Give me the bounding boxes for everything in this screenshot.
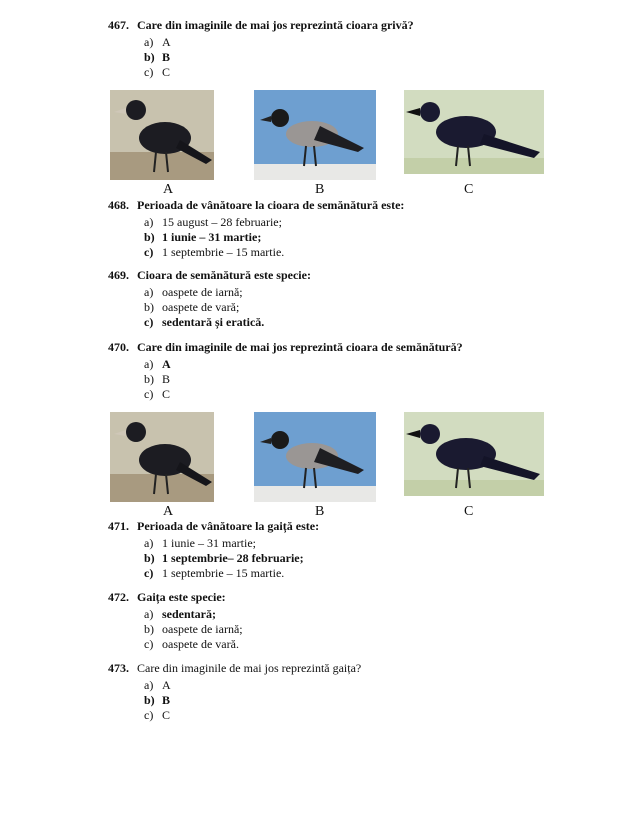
image-label-b: B bbox=[315, 182, 325, 197]
question-467 bbox=[108, 18, 608, 80]
question-470 bbox=[108, 340, 608, 402]
image-label-a: A bbox=[163, 182, 174, 197]
option-c: c) 1 septembrie – 15 martie. bbox=[144, 245, 285, 259]
question-title: 468. Perioada de vânătoare la cioara de semănătură este: bbox=[108, 198, 405, 212]
option-a: a) sedentară; bbox=[144, 607, 216, 621]
rook-photo bbox=[110, 90, 214, 180]
question-473 bbox=[108, 661, 608, 723]
question-472 bbox=[108, 590, 608, 652]
question-471 bbox=[108, 519, 608, 581]
option-c: c) C bbox=[144, 65, 171, 79]
options-list bbox=[144, 678, 608, 723]
option-a: a) 1 iunie – 31 martie; bbox=[144, 536, 256, 550]
question-title: 471. Perioada de vânătoare la gaiță este: bbox=[108, 519, 320, 533]
question-title: 469. Cioara de semănătură este specie: bbox=[108, 268, 311, 282]
option-c: c) C bbox=[144, 387, 171, 401]
image-label-c: C bbox=[464, 182, 474, 197]
question-title: 470. Care din imaginile de mai jos reprezintă cioara de semănătură? bbox=[108, 340, 463, 354]
option-b: b) oaspete de iarnă; bbox=[144, 622, 243, 636]
image-label-c: C bbox=[464, 504, 474, 519]
raven-photo bbox=[404, 90, 544, 174]
rook-photo bbox=[110, 412, 214, 502]
option-b: b) oaspete de vară; bbox=[144, 300, 240, 314]
option-b: b) 1 iunie – 31 martie; bbox=[144, 230, 262, 244]
option-b: b) B bbox=[144, 693, 171, 707]
option-a: a) 15 august – 28 februarie; bbox=[144, 215, 282, 229]
option-a: a) A bbox=[144, 357, 171, 371]
option-b: b) B bbox=[144, 50, 171, 64]
raven-photo bbox=[404, 412, 544, 496]
option-b: b) B bbox=[144, 372, 171, 386]
option-c: c) C bbox=[144, 708, 171, 722]
option-c: c) 1 septembrie – 15 martie. bbox=[144, 566, 285, 580]
option-c: c) sedentară și eratică. bbox=[144, 315, 265, 329]
question-title: 467. Care din imaginile de mai jos reprezintă cioara grivă? bbox=[108, 18, 414, 32]
image-label-b: B bbox=[315, 504, 325, 519]
options-list bbox=[144, 607, 608, 652]
option-a: a) A bbox=[144, 35, 171, 49]
question-469 bbox=[108, 268, 608, 330]
question-title: 472. Gaița este specie: bbox=[108, 590, 226, 604]
image-row-2 bbox=[108, 412, 548, 519]
option-a: a) A bbox=[144, 678, 171, 692]
option-c: c) oaspete de vară. bbox=[144, 637, 239, 651]
image-label-a: A bbox=[163, 504, 174, 519]
options-list bbox=[144, 215, 608, 260]
hooded-crow-photo bbox=[254, 412, 376, 502]
hooded-crow-photo bbox=[254, 90, 376, 180]
options-list bbox=[144, 35, 608, 80]
options-list bbox=[144, 285, 608, 330]
option-a: a) oaspete de iarnă; bbox=[144, 285, 243, 299]
options-list bbox=[144, 536, 608, 581]
option-b: b) 1 septembrie– 28 februarie; bbox=[144, 551, 304, 565]
question-title: 473. Care din imaginile de mai jos reprezintă gaița? bbox=[108, 661, 362, 675]
question-468 bbox=[108, 198, 608, 260]
image-row-1 bbox=[108, 90, 548, 197]
options-list bbox=[144, 357, 608, 402]
